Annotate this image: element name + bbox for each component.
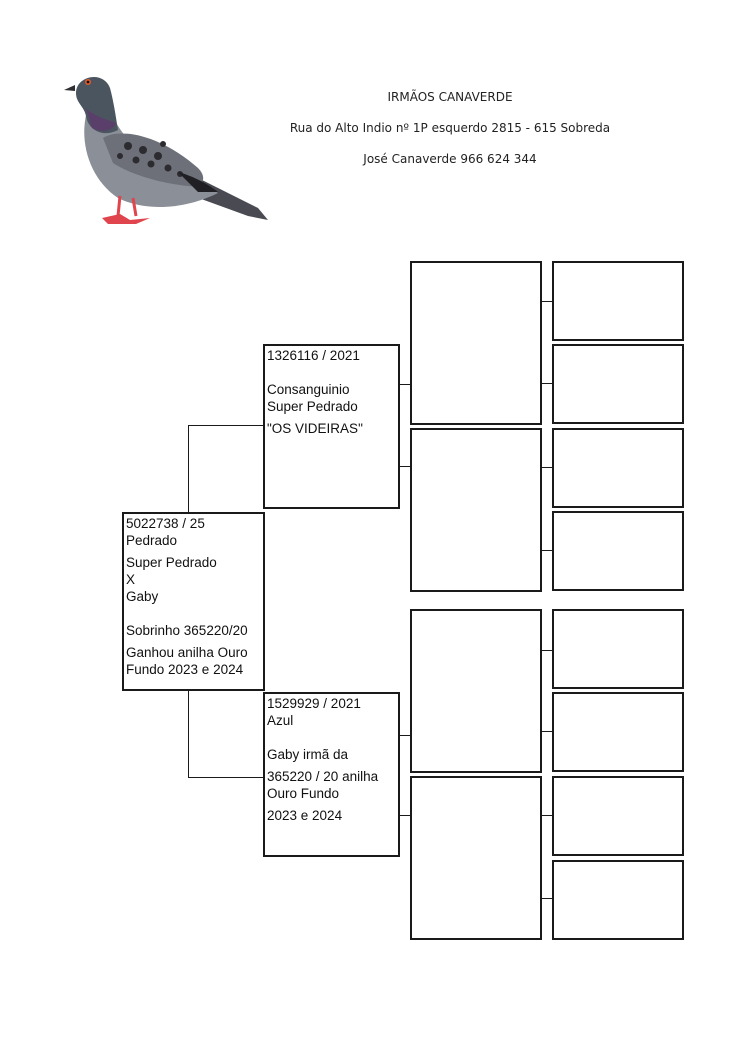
dam-color: Azul <box>267 713 294 728</box>
connector-gp3-ggp5 <box>542 650 552 651</box>
subject-note: Sobrinho 365220/20 <box>126 623 248 638</box>
subject-sire-line: Super Pedrado <box>126 555 217 570</box>
subject-color: Pedrado <box>126 533 178 548</box>
connector-gp2-ggp4 <box>542 550 552 551</box>
connector-sire-gp1 <box>400 384 410 385</box>
subject-award-2: Fundo 2023 e 2024 <box>126 662 244 677</box>
connector-gp2-ggp3 <box>542 467 552 468</box>
subject-award-1: Ganhou anilha Ouro <box>126 645 248 660</box>
great-grandparent-box-4 <box>552 511 684 591</box>
dam-line-3: Ouro Fundo <box>267 786 340 801</box>
great-grandparent-box-8 <box>552 860 684 940</box>
connector-gp4-ggp8 <box>542 898 552 899</box>
dam-line-4: 2023 e 2024 <box>267 808 343 823</box>
subject-ring: 5022738 / 25 <box>126 516 205 531</box>
pigeon-image <box>58 68 270 234</box>
connector-gp1-ggp2 <box>542 383 552 384</box>
great-grandparent-box-2 <box>552 344 684 424</box>
subject-dam-line: Gaby <box>126 589 159 604</box>
great-grandparent-box-7 <box>552 776 684 856</box>
connector-dam-gp4 <box>400 815 410 816</box>
sire-ring: 1326116 / 2021 <box>267 348 360 363</box>
grandparent-box-4 <box>410 776 542 940</box>
connector-subject-dam-horizontal <box>188 777 263 778</box>
owner-name: IRMÃOS CANAVERDE <box>387 90 513 104</box>
sire-line-3: "OS VIDEIRAS" <box>267 421 363 436</box>
great-grandparent-box-5 <box>552 609 684 689</box>
grandparent-box-3 <box>410 609 542 773</box>
sire-box <box>263 344 400 509</box>
grandparent-box-2 <box>410 428 542 592</box>
connector-dam-gp3 <box>400 735 410 736</box>
connector-subject-sire-horizontal <box>188 425 263 426</box>
connector-gp1-ggp1 <box>542 301 552 302</box>
dam-line-1: Gaby irmã da <box>267 747 349 762</box>
great-grandparent-box-1 <box>552 261 684 341</box>
dam-ring: 1529929 / 2021 <box>267 696 361 711</box>
owner-contact: José Canaverde 966 624 344 <box>363 152 537 166</box>
great-grandparent-box-3 <box>552 428 684 508</box>
sire-line-1: Consanguinio <box>267 382 350 397</box>
owner-address: Rua do Alto Indio nº 1P esquerdo 2815 - 615 Sobreda <box>289 121 611 135</box>
connector-subject-dam-vertical <box>188 691 189 777</box>
connector-gp4-ggp7 <box>542 815 552 816</box>
connector-gp3-ggp6 <box>542 731 552 732</box>
dam-box <box>263 692 400 857</box>
sire-line-2: Super Pedrado <box>267 399 358 414</box>
great-grandparent-box-6 <box>552 692 684 772</box>
subject-cross: X <box>126 572 136 587</box>
grandparent-box-1 <box>410 261 542 425</box>
subject-box <box>122 512 265 691</box>
connector-sire-gp2 <box>400 466 410 467</box>
connector-subject-sire-vertical <box>188 425 189 512</box>
dam-line-2: 365220 / 20 anilha <box>267 769 379 784</box>
